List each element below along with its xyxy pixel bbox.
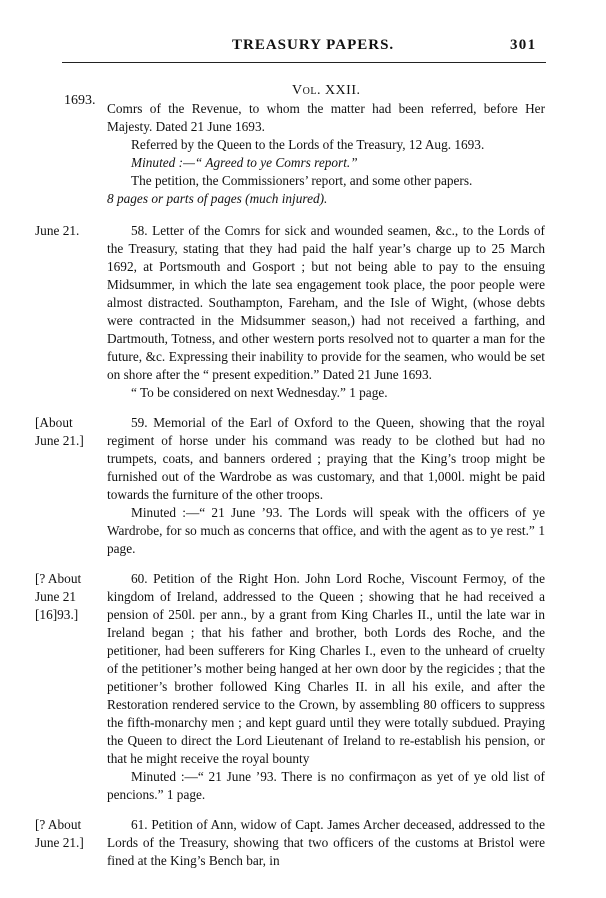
entry-61: [35, 816, 545, 870]
entry-59-note: Minuted :—“ 21 June ’93. The Lords will speak with the officers of ye Wardrobe, for so much as concerns that office, and with the agent as to ye rest.” 1 page.: [107, 505, 545, 556]
entry-58: [35, 222, 545, 402]
margin-date-line: June 21: [35, 589, 76, 604]
entry-61-date: [35, 816, 101, 852]
year-label: 1693.: [64, 93, 96, 108]
running-head: [0, 37, 606, 59]
margin-date-line: June 21.]: [35, 835, 84, 850]
intro-block: [107, 100, 545, 208]
entry-61-text: 61. Petition of Ann, widow of Capt. James Archer deceased, addressed to the Lords of the Treasury, showing that two officers of the customs at Bristol were fined at the King’s Bench bar, in: [107, 817, 545, 868]
margin-date-line: June 21.]: [35, 433, 84, 448]
entry-58-text: 58. Letter of the Comrs for sick and wounded seamen, &c., to the Lords of the Treasury, stating that they had paid the half year’s charge up to 25 March 1692, at Portsmouth and Gosport ; but not being able to pay to the ensuing Midsummer, in which the late sea engagement took place, the poor people were almost distracted. Southampton, Fareham, and the Isle of Wight, (whose debts were contracted in the Midsummer season,) had not received a farthing, and Dartmouth, Totness, and other western ports resolved not to quarter a man for the future, &c. Expressing their inability to provide for the seamen, who would be set on shore after the “ present expedition.” Dated 21 June 1693.: [107, 223, 545, 382]
intro-minuted-text: Minuted :—“ Agreed to ye Comrs report.”: [131, 155, 358, 170]
margin-date-line: [? About: [35, 571, 82, 586]
intro-pages: 8 pages or parts of pages (much injured).: [107, 191, 328, 206]
intro-minuted: [107, 154, 545, 172]
page-body: [35, 100, 545, 870]
entry-58-date: [35, 222, 101, 240]
entry-59: [35, 414, 545, 558]
entry-60: [35, 570, 545, 804]
running-title: TREASURY PAPERS.: [232, 37, 395, 53]
intro-line-1: Comrs of the Revenue, to whom the matter had been referred, before Her Majesty. Dated 21 June 1693.: [107, 101, 545, 134]
margin-date-line: [16]93.]: [35, 607, 79, 622]
entry-60-note: Minuted :—“ 21 June ’93. There is no confirmaçon as yet of ye old list of pencions.” 1 page.: [107, 769, 545, 802]
margin-date-line: [? About: [35, 817, 82, 832]
page-number: 301: [510, 37, 537, 53]
entry-59-date: [35, 414, 101, 450]
entry-58-note: “ To be considered on next Wednesday.” 1 page.: [131, 385, 388, 400]
margin-date-line: June 21.: [35, 223, 80, 238]
header-rule: [62, 62, 546, 63]
entry-60-text: 60. Petition of the Right Hon. John Lord Roche, Viscount Fermoy, of the kingdom of Ireland, addressed to the Queen ; showing that he had received a pension of 250l. per ann., by a grant from King Charles II., until the late war in Ireland began ; that his father and brother, both Lords des Roche, and the petitioner, had been sufferers for King Charles I., even to the unheard of cruelty of the petitioner’s mother being hanged at her own door by the regicides ; that the petitioner’s brother followed King Charles II. in all his exile, and after the Restoration rendered service to the Crown, by assembling 80 officers to suppress the fifth-monarchy men ; and kept guard until they were totally subdued. Praying the Queen to direct the Lord Lieutenant of Ireland to re-establish his pension, or that he might receive the royal bounty: [107, 571, 545, 766]
entry-60-date: [35, 570, 101, 624]
intro-line-2: Referred by the Queen to the Lords of the Treasury, 12 Aug. 1693.: [131, 137, 485, 152]
entry-59-text: 59. Memorial of the Earl of Oxford to the Queen, showing that the royal regiment of horse under his command was ready to be clothed but had no trumpets, coats, and banners ordered ; praying that the King’s troop might be furnished out of the Wardrobe as was customary, and that 1,000l. might be paid towards the furniture of the other troops.: [107, 415, 545, 502]
volume-label: Vol. XXII.: [292, 83, 361, 98]
intro-line-3: The petition, the Commissioners’ report, and some other papers.: [131, 173, 473, 188]
margin-date-line: [About: [35, 415, 73, 430]
